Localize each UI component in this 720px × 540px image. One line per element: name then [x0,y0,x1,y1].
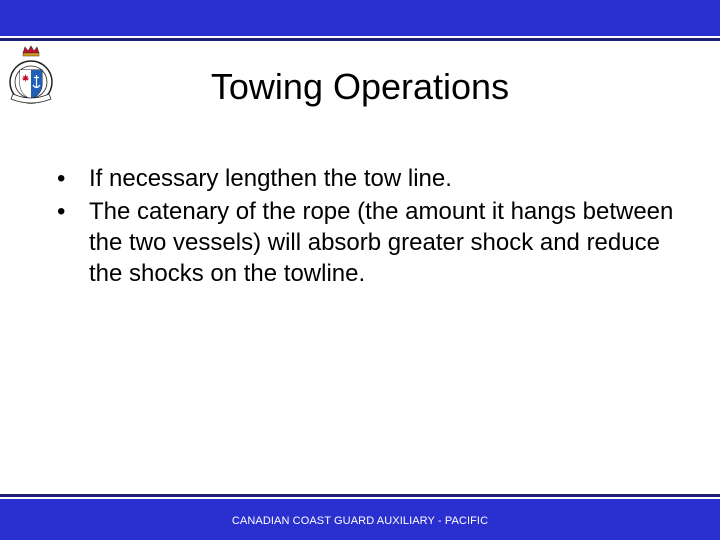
bullet-text: If necessary lengthen the tow line. [89,165,452,192]
header-band [0,0,720,36]
bullet-text: The catenary of the rope (the amount it hangs between the two vessels) will absorb greater shock and reduce the shocks on the towline. [89,198,674,287]
footer-text: CANADIAN COAST GUARD AUXILIARY - PACIFIC [231,515,489,527]
bullet-marker: • [57,165,66,192]
slide-title: Towing Operations [210,66,510,107]
header-divider [0,38,720,41]
bullet-marker: • [57,198,66,225]
bullet-item [57,163,697,194]
bullet-item [57,196,697,289]
bullet-list [57,163,697,291]
